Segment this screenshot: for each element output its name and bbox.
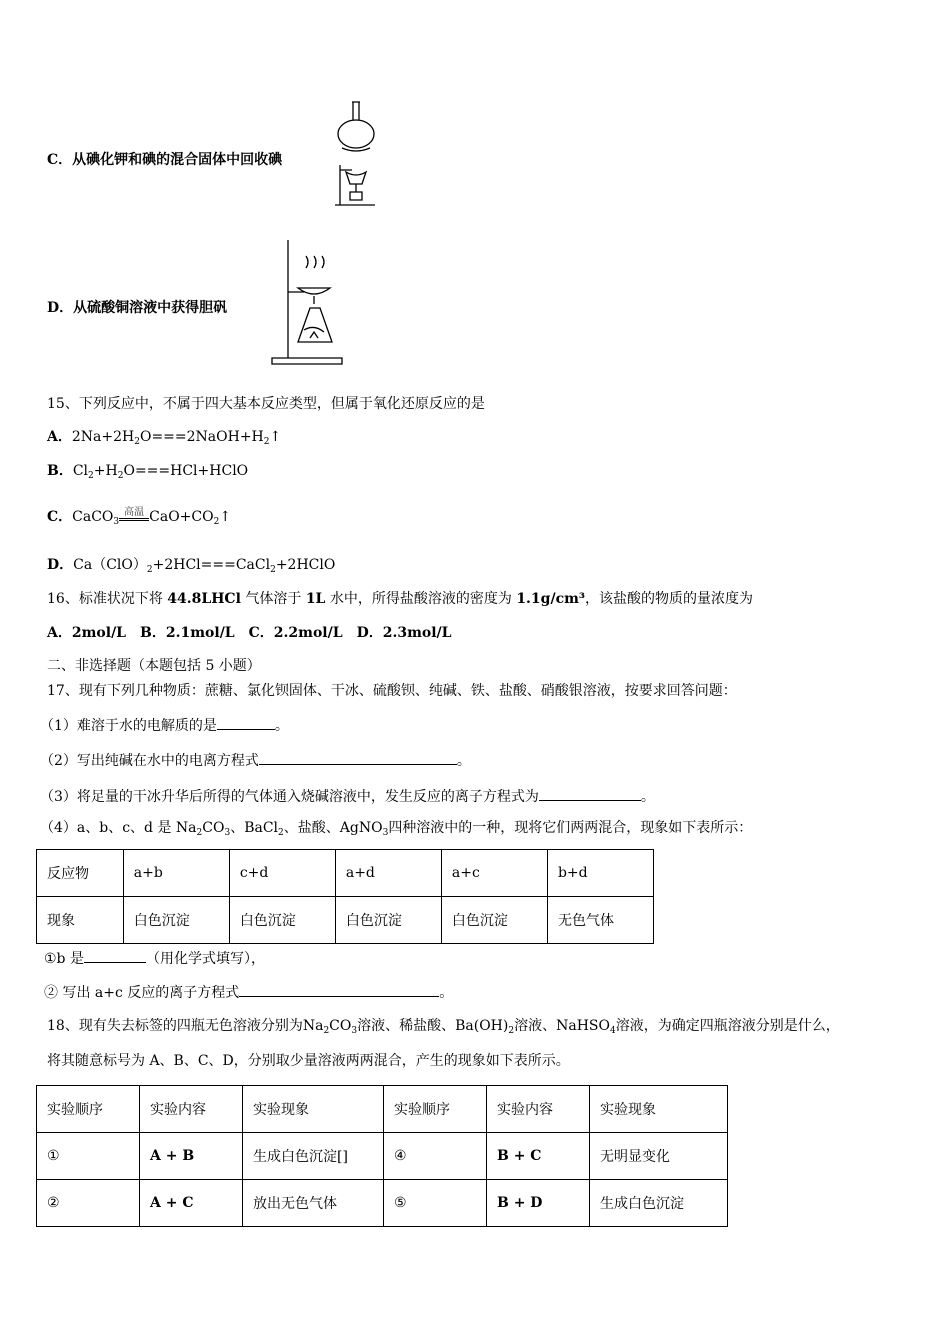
text: 。 <box>456 753 471 769</box>
table-cell: ④ <box>384 1133 487 1180</box>
text: （1）难溶于水的电解质的是 <box>40 718 217 734</box>
table-cell: 反应物 <box>37 850 124 897</box>
table-row <box>37 1086 728 1133</box>
q17-table <box>36 849 654 944</box>
table-cell: 白色沉淀 <box>335 897 441 944</box>
reaction-condition <box>119 507 149 521</box>
table-row <box>37 1133 728 1180</box>
q16-stem <box>47 589 753 609</box>
q17-part3 <box>40 786 655 807</box>
table-cell: 实验顺序 <box>384 1086 487 1133</box>
text: C． <box>47 152 73 168</box>
text: 气体溶于 <box>240 591 306 607</box>
text: 溶液、稀盐酸、 <box>357 1018 456 1034</box>
table-cell: 实验顺序 <box>37 1086 140 1133</box>
q15-option-b: B．$Cl_2+H_2O===HCl+HClO$ <box>47 463 249 481</box>
q18-stem-line2: 将其随意标号为 A、B、C、D，分别取少量溶液两两混合，产生的现象如下表所示。 <box>47 1053 570 1069</box>
table-cell: 实验内容 <box>140 1086 243 1133</box>
text: 1L <box>305 591 326 607</box>
table-cell: 放出无色气体 <box>243 1180 384 1227</box>
table-cell: 生成白色沉淀[] <box>243 1133 384 1180</box>
q17-part1 <box>40 715 289 736</box>
section-heading: 二、非选择题（本题包括 5 小题） <box>47 658 261 674</box>
text: （4）a、b、c、d 是 <box>40 820 176 836</box>
text: 、盐酸、 <box>283 820 340 836</box>
q15-option-a: A．$2Na+2H_2O===2NaOH+H_2↑$ <box>47 429 282 447</box>
table-cell: 生成白色沉淀 <box>590 1180 728 1227</box>
text: 1.1g/cm³ <box>516 591 586 607</box>
text: 溶液，为确定四瓶溶液分别是什么， <box>615 1018 840 1034</box>
q17-stem: 17、现有下列几种物质：蔗糖、氯化钡固体、干冰、硫酸钡、纯碱、铁、盐酸、硝酸银溶液，按要求回答问题： <box>47 683 737 699</box>
q14-option-d <box>47 298 227 318</box>
text: ② 写出 a+c 反应的离子方程式 <box>44 985 240 1001</box>
table-cell: 实验现象 <box>243 1086 384 1133</box>
text: （3）将足量的干冰升华后所得的气体通入烧碱溶液中，发生反应的离子方程式为 <box>40 789 539 805</box>
q17-sub1 <box>44 948 265 969</box>
text: （用化学式填写）， <box>145 951 265 967</box>
table-cell: ⑤ <box>384 1180 487 1227</box>
table-cell: a+b <box>123 850 229 897</box>
table-cell: A + B <box>140 1133 243 1180</box>
text: 18、现有失去标签的四瓶无色溶液分别为 <box>47 1018 303 1034</box>
text: D． <box>47 300 74 316</box>
table-cell: A + C <box>140 1180 243 1227</box>
text: 从硫酸铜溶液中获得胆矾 <box>73 300 228 316</box>
q15-stem: 15、下列反应中，不属于四大基本反应类型，但属于氧化还原反应的是 <box>47 396 485 412</box>
text: 溶液、 <box>514 1018 557 1034</box>
q18-table <box>36 1085 728 1227</box>
text: 高温 <box>124 507 145 518</box>
table-row <box>37 897 654 944</box>
text: A． <box>47 429 72 445</box>
table-cell: a+c <box>441 850 547 897</box>
table-cell: b+d <box>547 850 653 897</box>
text: （2）写出纯碱在水中的电离方程式 <box>40 753 259 769</box>
q14-option-c <box>47 150 282 170</box>
table-cell: 无明显变化 <box>590 1133 728 1180</box>
table-cell: 实验现象 <box>590 1086 728 1133</box>
text: B． <box>47 463 73 479</box>
table-cell: 现象 <box>37 897 124 944</box>
text: 水中，所得盐酸溶液的密度为 <box>325 591 517 607</box>
text: 44.8LHCl <box>167 591 241 607</box>
text: 。 <box>274 718 289 734</box>
text: ①b 是 <box>44 951 84 967</box>
text: 四种溶液中的一种，现将它们两两混合，现象如下表所示： <box>388 820 753 836</box>
table-cell: B + C <box>487 1133 590 1180</box>
q17-part4: （4）a、b、c、d 是 $Na_2CO_3$、BaCl$_2$、盐酸、AgNO$_3$四种溶液中的一种，现将它们两两混合，现象如下表所示： <box>40 820 753 838</box>
text: 。 <box>640 789 655 805</box>
table-cell: 白色沉淀 <box>229 897 335 944</box>
table-cell: 白色沉淀 <box>441 897 547 944</box>
text: C． <box>47 509 73 525</box>
table-cell: ① <box>37 1133 140 1180</box>
q17-sub2 <box>44 982 453 1003</box>
text: ，该盐酸的物质的量浓度为 <box>585 591 754 607</box>
text: 从碘化钾和碘的混合固体中回收碘 <box>72 152 283 168</box>
evaporation-apparatus-icon <box>268 238 348 368</box>
text: D． <box>47 557 74 573</box>
q15-option-d: D．$Ca(ClO)_2+2HCl===CaCl_2+2HClO$ <box>47 557 336 575</box>
table-cell: B + D <box>487 1180 590 1227</box>
sublimation-apparatus-icon <box>332 100 394 210</box>
q17-part2 <box>40 750 471 771</box>
table-row <box>37 850 654 897</box>
table-cell: a+d <box>335 850 441 897</box>
table-cell: 实验内容 <box>487 1086 590 1133</box>
q15-option-c: C．CaCO$_3$ 高温 $CaO+CO_2↑$ <box>47 507 231 532</box>
table-row <box>37 1180 728 1227</box>
table-cell: ② <box>37 1180 140 1227</box>
text: 。 <box>439 985 454 1001</box>
q18-stem: 18、现有失去标签的四瓶无色溶液分别为$Na_2CO_3$溶液、稀盐酸、$Ba(OH)_2$溶液、NaHSO$_4$溶液，为确定四瓶溶液分别是什么， <box>47 1018 840 1036</box>
table-cell: 无色气体 <box>547 897 653 944</box>
text: 16、标准状况下将 <box>47 591 168 607</box>
table-cell: c+d <box>229 850 335 897</box>
q16-options: A．2mol/L B．2.1mol/L C．2.2mol/L D．2.3mol/L <box>47 625 452 641</box>
table-cell: 白色沉淀 <box>123 897 229 944</box>
